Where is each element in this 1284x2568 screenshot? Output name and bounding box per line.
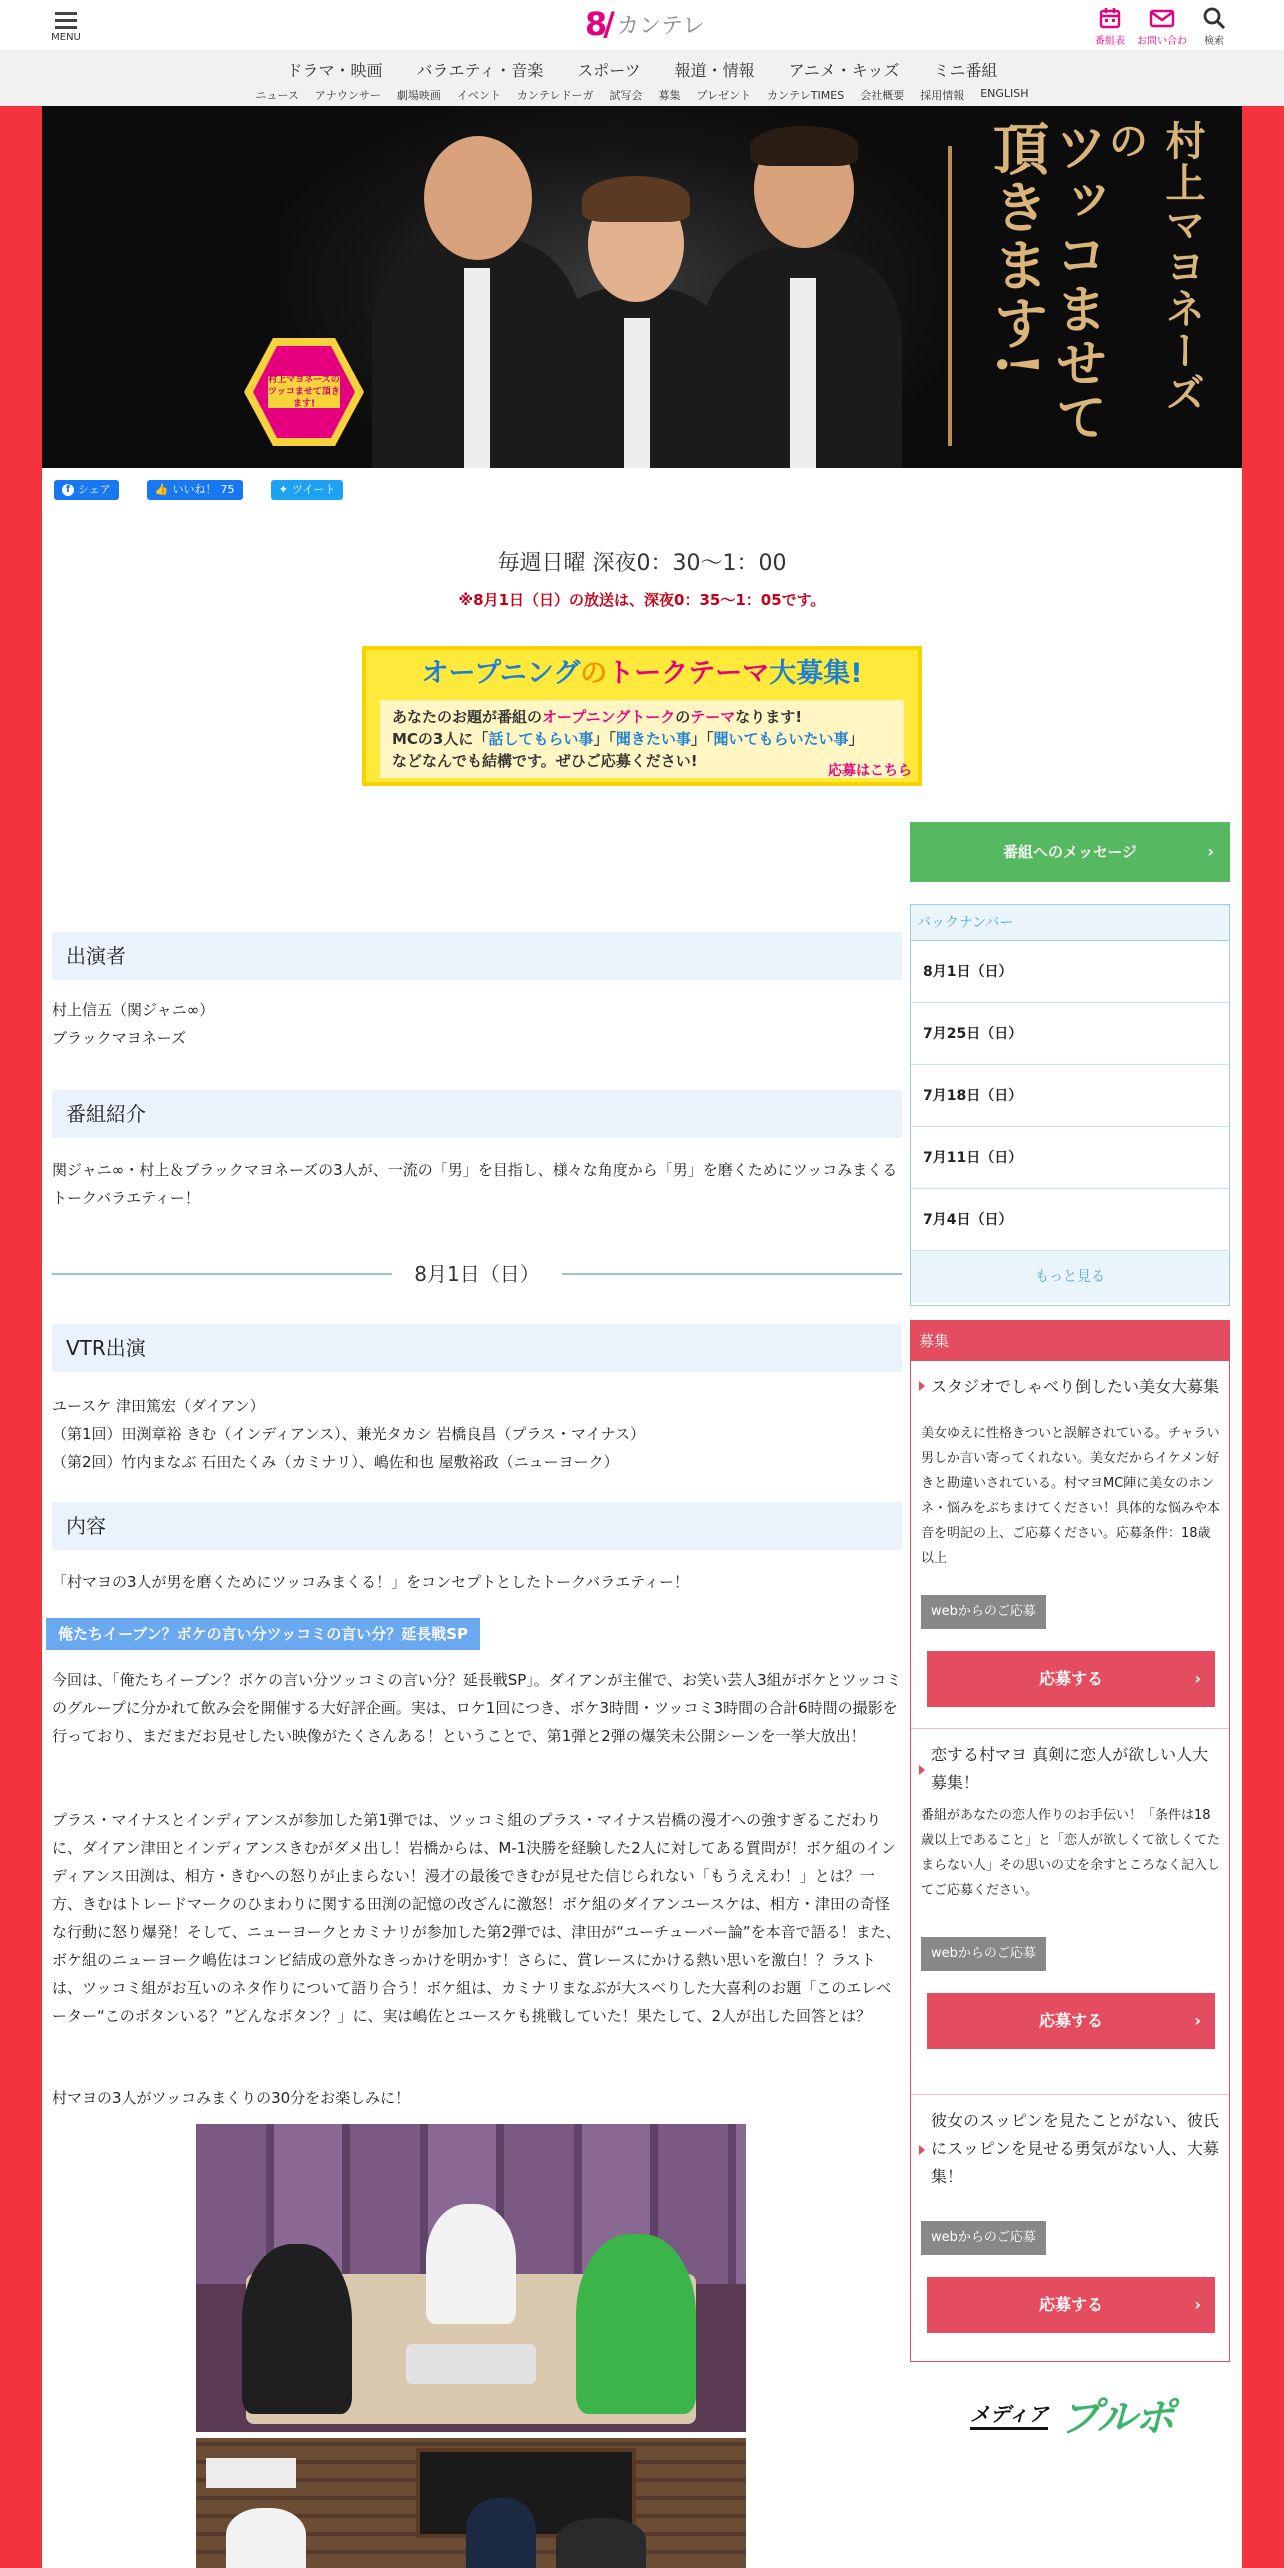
boshu-box [910, 1320, 1230, 2362]
chevron-right-icon: › [1194, 1669, 1201, 1688]
chevron-right-icon: › [1194, 2011, 1201, 2030]
banner-apply-link[interactable]: 応募はこちら [828, 763, 912, 779]
site-header [0, 0, 1284, 50]
subnav-news[interactable]: ニュース [255, 89, 299, 102]
search-icon [1202, 6, 1226, 30]
nav-mini[interactable]: ミニ番組 [933, 61, 998, 80]
backnumber-item[interactable]: 7月11日（日） [911, 1127, 1229, 1189]
subnav-recruit[interactable]: 採用情報 [920, 89, 965, 102]
triangle-bullet-icon [919, 2145, 925, 2155]
cast-item: 村上信五（関ジャニ∞） [52, 1001, 215, 1019]
logo-mark: 8 [585, 5, 604, 43]
menu-label: MENU [51, 32, 81, 43]
calendar-icon [1098, 6, 1122, 30]
backnumber-item[interactable]: 7月4日（日） [911, 1189, 1229, 1251]
vtr-item: （第2回）竹内まなぶ 石田たくみ（カミナリ）、嶋佐和也 屋敷裕政（ニューヨーク） [52, 1453, 619, 1471]
backnumber-heading: バックナンバー [911, 905, 1229, 941]
nav-variety[interactable]: バラエティ・音楽 [416, 61, 544, 80]
episode-date: 8月1日（日） [52, 1258, 902, 1288]
boshu-card-desc: 美女ゆえに性格きついと誤解されている。チャラい男しか言い寄ってくれない。美女だからイケメン好きと勘違いされている。村マヨMC陣に美女のホンネ・悩みをぶちまけてください！具体的な悩みや本音を明記の上、ご応募ください。応募条件：18歳以上 [921, 1426, 1221, 1566]
boshu-card-title[interactable]: 恋する村マヨ 真剣に恋人が欲しい人大募集！ [931, 1745, 1209, 1792]
media-logo-text: メディア [970, 2398, 1048, 2430]
backnumber-more-link[interactable]: もっと見る [911, 1251, 1229, 1303]
scene-photo-1 [196, 2124, 746, 2432]
chevron-right-icon: › [1207, 842, 1214, 861]
chevron-right-icon: › [1194, 2295, 1201, 2314]
share-bar [54, 480, 343, 500]
triangle-bullet-icon [919, 1381, 925, 1391]
like-label: いいね！ [172, 483, 217, 496]
scene-photo-2 [196, 2438, 746, 2568]
air-note: ※8月1日（日）の放送は、深夜0：35～1：05です。 [458, 591, 826, 609]
apply-button[interactable]: 応募する › [927, 1993, 1215, 2049]
main-nav [0, 50, 1284, 81]
hamburger-icon [48, 12, 84, 29]
web-apply-label: webからのご応募 [921, 2221, 1046, 2255]
content-heading: 内容 [52, 1502, 902, 1550]
cast-heading: 出演者 [52, 932, 902, 980]
banner-heading: オープニングのトークテーマ大募集! [366, 650, 918, 698]
subnav-announcer[interactable]: アナウンサー [314, 89, 381, 102]
nav-news-info[interactable]: 報道・情報 [674, 61, 755, 80]
subnav-event[interactable]: イベント [456, 89, 501, 102]
media-purupo-logo[interactable] [970, 2384, 1180, 2444]
air-info [42, 546, 1242, 610]
badge-text: 村上マヨネーズのツッコませて頂きます! [268, 375, 340, 409]
backnumber-item[interactable]: 8月1日（日） [911, 941, 1229, 1003]
cast-item: ブラックマヨネーズ [52, 1029, 186, 1047]
nav-drama[interactable]: ドラマ・映画 [286, 61, 383, 80]
page-container [42, 106, 1242, 2568]
vtr-list [52, 1392, 902, 1476]
triangle-bullet-icon [919, 1765, 925, 1775]
subnav-movie[interactable]: 劇場映画 [396, 89, 441, 102]
thumbs-up-icon: 👍 [154, 483, 169, 496]
title-line-3: 頂きます! [984, 120, 1050, 379]
show-title [947, 120, 1206, 450]
logo-name: カンテレ [616, 13, 705, 39]
apply-button[interactable]: 応募する › [927, 1651, 1215, 1707]
title-line-1: 村上マヨネーズの [1102, 120, 1206, 414]
web-apply-label: webからのご応募 [921, 1937, 1046, 1971]
facebook-icon: f [62, 484, 74, 496]
content-paragraph-3: 村マヨの3人がツッコみまくりの30分をお楽しみに！ [52, 2089, 411, 2107]
concept-text: 「村マヨの3人が男を磨くためにツッコみまくる！」をコンセプトとしたトークバラエティー！ [52, 1573, 689, 1591]
facebook-share-button[interactable] [54, 480, 119, 500]
backnumber-item[interactable]: 7月18日（日） [911, 1065, 1229, 1127]
subnav-company[interactable]: 会社概要 [860, 89, 905, 102]
schedule-button[interactable] [1084, 6, 1136, 47]
subnav-english[interactable]: ENGLISH [980, 87, 1029, 100]
boshu-card-desc: 番組があなたの恋人作りのお手伝い！「条件は18歳以上であること」と「恋人が欲しくて欲しくてたまらない人」その思いの丈を余すところなく記入してご応募ください。 [921, 1808, 1221, 1898]
banner-body: あなたのお題が番組のオープニングトークのテーマなります! MCの3人に「話してもらい事」「聞きたい事」「聞いてもらいたい事」 などなんでも結構です。ぜひご応募ください! [380, 700, 904, 778]
hero-banner [42, 106, 1242, 468]
message-button[interactable] [910, 822, 1230, 882]
twitter-icon: ✦ [278, 483, 288, 496]
vtr-heading: VTR出演 [52, 1324, 902, 1372]
title-line-2: ツッコませて [1046, 120, 1107, 444]
cast-list [52, 996, 902, 1052]
menu-button[interactable] [48, 8, 84, 43]
schedule-label: 番組表 [1095, 36, 1125, 47]
subnav-douga[interactable]: カンテレドーガ [516, 89, 594, 102]
web-apply-label: webからのご応募 [921, 1595, 1046, 1629]
subnav-boshu[interactable]: 募集 [658, 89, 681, 102]
intro-heading: 番組紹介 [52, 1090, 902, 1138]
facebook-share-label: シェア [78, 483, 111, 496]
purupo-logo-text: プルポ [1060, 2394, 1173, 2441]
search-button[interactable] [1188, 6, 1240, 47]
facebook-like-button[interactable] [147, 480, 243, 500]
intro-text: 関ジャニ∞・村上＆ブラックマヨネーズの3人が、一流の「男」を目指し、様々な角度から「男」を磨くためにツッコみまくるトークバラエティー！ [52, 1161, 898, 1207]
talk-theme-banner[interactable] [362, 646, 922, 786]
sub-nav [0, 87, 1284, 103]
vtr-item: ユースケ 津田篤宏（ダイアン） [52, 1397, 265, 1415]
global-nav [0, 50, 1284, 106]
cast-photo-right [702, 126, 902, 468]
boshu-card-title[interactable]: スタジオでしゃべり倒したい美女大募集 [931, 1377, 1220, 1396]
boshu-heading: 募集 [911, 1321, 1229, 1361]
boshu-card [911, 1729, 1229, 2095]
boshu-card [911, 2095, 1229, 2361]
content-paragraph-1: 今回は、「俺たちイーブン？ボケの言い分ツッコミの言い分？延長戦SP」。ダイアンが主催で、お笑い芸人3組がボケとツッコミのグループに分かれて飲み会を開催する大好評企画。実は、ロケ1回につき、ボケ3時間・ツッコミ3時間の合計6時間の撮影を行っており、まだまだお見せしたい映像がたくさんある！ということで、第1弾と2弾の爆笑未公開シーンを一挙大放出！ [52, 1671, 902, 1745]
tweet-label: ツイート [292, 483, 336, 496]
search-label: 検索 [1204, 36, 1224, 47]
show-logo-badge [242, 336, 366, 448]
like-count: 75 [220, 483, 235, 496]
tweet-button[interactable] [271, 480, 344, 500]
subnav-present[interactable]: プレゼント [696, 89, 752, 102]
air-time: 毎週日曜 深夜0：30～1：00 [497, 551, 787, 576]
vtr-item: （第1回）田渕章裕 きむ（インディアンス）、兼光タカシ 岩橋良昌（プラス・マイナス） [52, 1425, 645, 1443]
subnav-times[interactable]: カンテレTIMES [767, 89, 845, 102]
episode-tag: 俺たちイーブン？ボケの言い分ツッコミの言い分？延長戦SP [46, 1618, 480, 1650]
logo-slash-icon: / [603, 5, 611, 43]
boshu-card-title[interactable]: 彼女のスッピンを見たことがない、彼氏にスッピンを見せる勇気がない人、大募集！ [931, 2111, 1219, 2186]
boshu-card [911, 1361, 1229, 1729]
subnav-preview[interactable]: 試写会 [609, 89, 643, 102]
nav-anime-kids[interactable]: アニメ・キッズ [788, 61, 900, 80]
nav-sports[interactable]: スポーツ [577, 61, 641, 80]
message-button-label: 番組へのメッセージ [1002, 843, 1138, 861]
mail-icon [1149, 6, 1175, 30]
contact-label: お問い合わ [1137, 36, 1187, 47]
site-logo[interactable] [585, 6, 705, 42]
backnumber-box [910, 904, 1230, 1306]
content-paragraph-2: プラス・マイナスとインディアンスが参加した第1弾では、ツッコミ組のプラス・マイナス岩橋の漫才への強すぎるこだわりに、ダイアン津田とインディアンスきむがダメ出し！岩橋からは、M-1決勝を経験した2人に対してある質問が！ボケ組のインディアンス田渕は、相方・きむへの怒りが止まらない！漫才の最後できむが見せた信じられない「もうええわ！」とは？一方、きむはトレードマークのひまわりに関する田渕の記憶の改ざんに激怒！ボケ組のダイアンユースケは、相方・津田の奇怪な行動に怒り爆発！そして、ニューヨークとカミナリが参加した第2弾では、津田が“ユーチューバー論”を本音で語る！また、ボケ組のニューヨーク嶋佐はコンビ結成の意外なきっかけを明かす！さらに、賞レースにかける熱い思いを激白！？ラストは、ツッコミ組がお互いのネタ作りについて語り合う！ボケ組は、カミナリまなぶが大スベりした大喜利のお題「このエレベーター“このボタンいる？”どんなボタン？」に、実は嶋佐とユースケも挑戦していた！果たして、2人が出した回答とは？ [52, 1811, 901, 2025]
backnumber-item[interactable]: 7月25日（日） [911, 1003, 1229, 1065]
apply-button[interactable]: 応募する › [927, 2277, 1215, 2333]
